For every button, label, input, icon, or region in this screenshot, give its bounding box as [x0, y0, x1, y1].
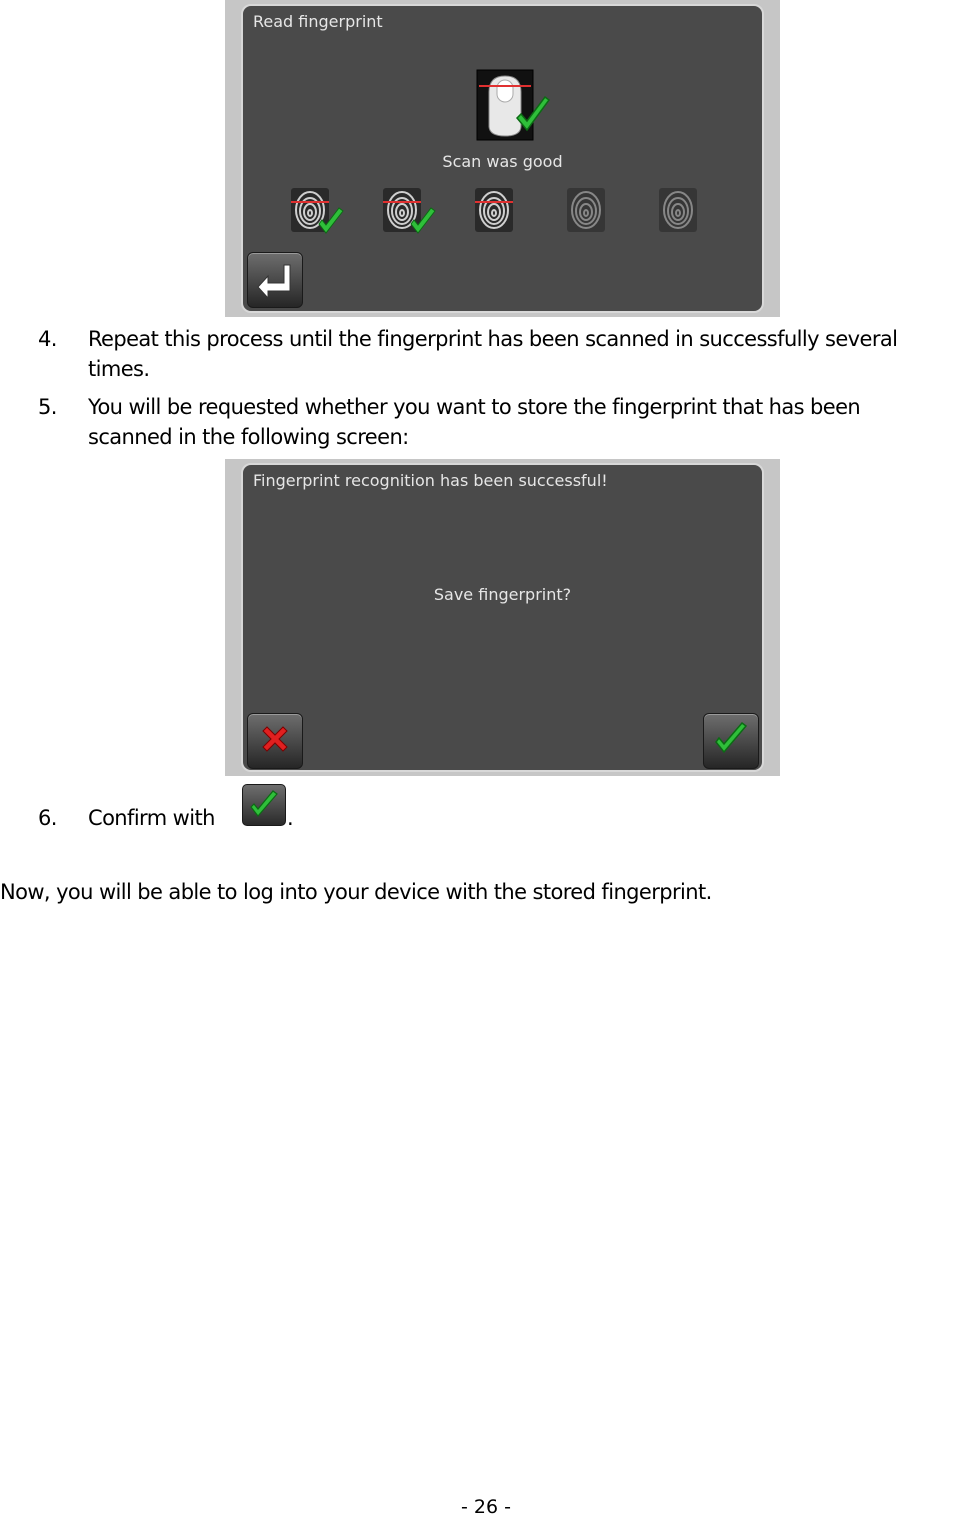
fingerprint-checked-icon	[289, 186, 331, 240]
step-number: 4.	[38, 327, 57, 351]
step-text-line1: You will be requested whether you want to store the fingerprint that has been	[88, 395, 861, 419]
finger-scan-checked-icon	[473, 68, 563, 146]
confirm-button[interactable]	[703, 713, 759, 769]
fingerprint-checked-icon	[381, 186, 423, 240]
screen-title: Read fingerprint	[253, 12, 383, 31]
step-text: Confirm with	[88, 806, 215, 830]
fingerprint-icon	[565, 186, 607, 240]
page-number: - 26 -	[461, 1496, 511, 1518]
step-number: 6.	[38, 806, 57, 830]
step-number: 5.	[38, 395, 57, 419]
screenshot-save-fingerprint	[225, 459, 780, 776]
fingerprint-icon	[473, 186, 515, 240]
screen-title: Fingerprint recognition has been successful!	[253, 471, 608, 490]
device-screen	[241, 4, 764, 313]
step-text-line1: Repeat this process until the fingerprint has been scanned in successfully several	[88, 327, 898, 351]
save-question-text: Save fingerprint?	[433, 585, 572, 604]
device-screen	[241, 463, 764, 772]
scan-status-text: Scan was good	[442, 152, 563, 171]
closing-paragraph: Now, you will be able to log into your device with the stored fingerprint.	[0, 880, 712, 904]
step-text-line2: times.	[88, 357, 150, 381]
step-suffix: .	[287, 806, 294, 830]
screenshot-read-fingerprint	[225, 0, 780, 317]
fingerprint-icon	[657, 186, 699, 240]
checkmark-icon	[242, 784, 286, 826]
cancel-x-icon	[248, 714, 302, 768]
back-button[interactable]	[247, 252, 303, 308]
back-arrow-icon	[248, 253, 302, 307]
step-text-line2: scanned in the following screen:	[88, 425, 409, 449]
cancel-button[interactable]	[247, 713, 303, 769]
checkmark-icon	[704, 714, 758, 768]
